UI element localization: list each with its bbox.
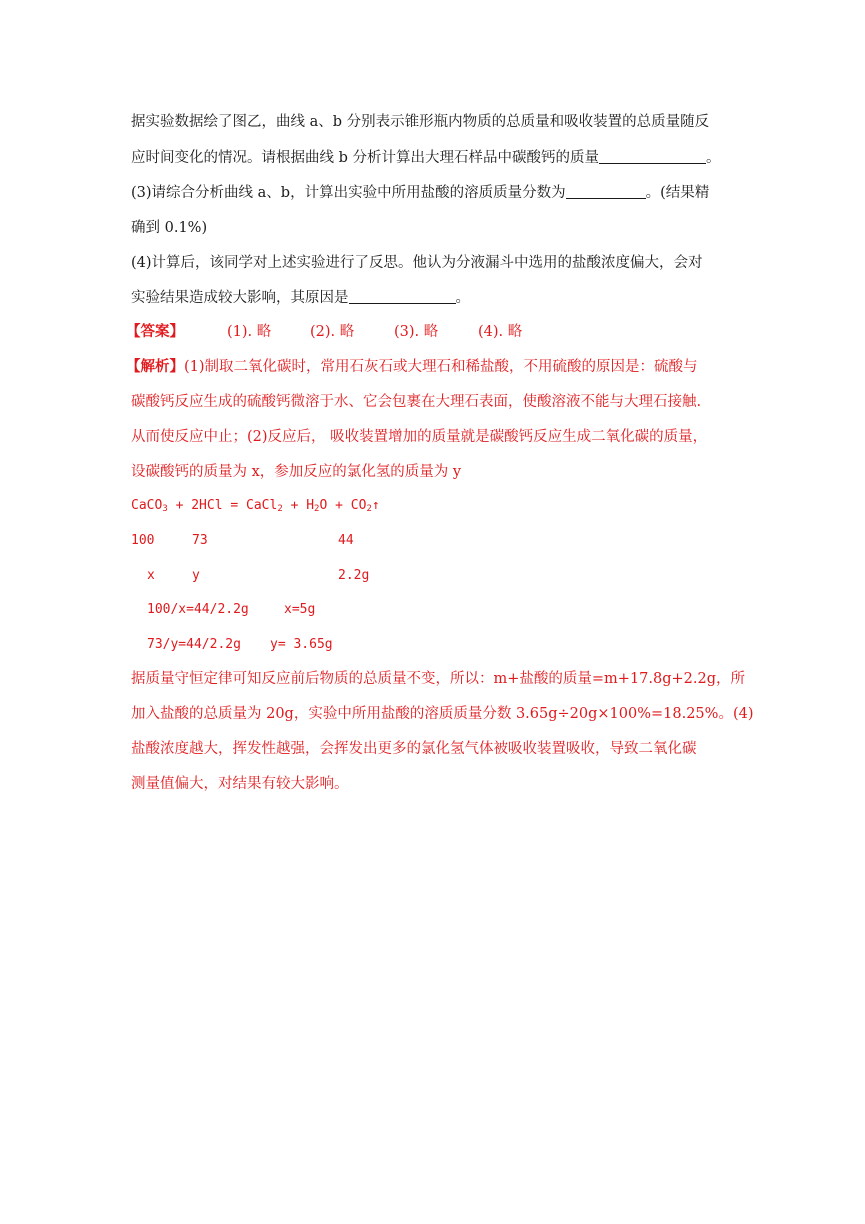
calc-y-result: y= 3.65g: [270, 637, 333, 652]
question-line-2-end: 。: [706, 150, 721, 166]
equation-sub-2b: 2: [314, 504, 320, 514]
answer-item-2: (2). 略: [310, 324, 355, 340]
answer-row: [126, 322, 184, 342]
question-line-4: 确到 0.1%): [131, 220, 208, 236]
equation-part-caco: CaCO: [131, 498, 163, 513]
equation-sub-3: 3: [162, 504, 168, 514]
analysis-line-1-text: (1)制取二氧化碳时，常用石灰石或大理石和稀盐酸，不用硫酸的原因是：硫酸与: [184, 359, 698, 375]
question-line-5: (4)计算后，该同学对上述实验进行了反思。他认为分液漏斗中选用的盐酸浓度偏大，会对: [131, 255, 703, 271]
equation-part-hcl: + 2HCl = CaCl: [175, 498, 278, 513]
question-line-6-text: 实验结果造成较大影响，其原因是: [131, 290, 349, 306]
answer-item-1: (1). 略: [227, 324, 272, 340]
conclusion-line-3: 盐酸浓度越大，挥发性越强，会挥发出更多的氯化氢气体被吸收装置吸收，导致二氧化碳: [131, 741, 697, 757]
conclusion-line-2: 加入盐酸的总质量为 20g，实验中所用盐酸的溶质质量分数 3.65g÷20g×100%=18.25%。(4): [131, 706, 754, 722]
question-line-3-text: (3)请综合分析曲线 a、b，计算出实验中所用盐酸的溶质质量分数为: [131, 185, 566, 201]
question-line-6-end: 。: [455, 290, 470, 306]
question-line-3-end: 。(结果精: [645, 185, 710, 201]
analysis-line-1: [126, 357, 698, 377]
calc-x-result: x=5g: [284, 602, 316, 617]
chemical-equation: [131, 496, 380, 519]
conclusion-line-1: 据质量守恒定律可知反应前后物质的总质量不变，所以：m+盐酸的质量=m+17.8g+2.2g，所: [131, 671, 746, 687]
row1-co2: 44: [338, 533, 354, 548]
equation-sub-2a: 2: [277, 504, 283, 514]
answer-blank-3[interactable]: [349, 289, 456, 304]
analysis-line-4: 设碳酸钙的质量为 x，参加反应的氯化氢的质量为 y: [131, 464, 462, 480]
answer-item-3: (3). 略: [394, 324, 439, 340]
question-line-2: [131, 148, 721, 168]
calc-x-equation: 100/x=44/2.2g: [147, 602, 249, 617]
analysis-line-2: 碳酸钙反应生成的硫酸钙微溶于水、它会包裹在大理石表面，使酸溶液不能与大理石接触.: [131, 394, 702, 410]
answer-item-4: (4). 略: [478, 324, 523, 340]
analysis-line-3: 从而使反应中止；(2)反应后， 吸收装置增加的质量就是碳酸钙反应生成二氧化碳的质量，: [131, 429, 708, 445]
question-line-2-text: 应时间变化的情况。请根据曲线 b 分析计算出大理石样品中碳酸钙的质量: [131, 150, 599, 166]
question-line-3: [131, 183, 709, 203]
row1-caco3: 100: [131, 533, 155, 548]
up-arrow-icon: ↑: [371, 498, 380, 513]
question-line-1: 据实验数据绘了图乙，曲线 a、b 分别表示锥形瓶内物质的总质量和吸收装置的总质量随反: [131, 114, 710, 130]
equation-sub-2c: 2: [366, 504, 372, 514]
analysis-label: 【解析】: [126, 358, 184, 375]
answer-label: 【答案】: [126, 323, 184, 340]
row2-y: y: [192, 568, 200, 583]
conclusion-line-4: 测量值偏大，对结果有较大影响。: [131, 776, 349, 792]
equation-part-h: + H: [290, 498, 315, 513]
calc-y-equation: 73/y=44/2.2g: [147, 637, 241, 652]
answer-blank-1[interactable]: [599, 149, 706, 164]
question-line-6: [131, 288, 470, 308]
row2-co2-mass: 2.2g: [338, 568, 370, 583]
answer-blank-2[interactable]: [566, 184, 646, 199]
equation-part-co: O + CO: [319, 498, 367, 513]
row2-x: x: [147, 568, 155, 583]
row1-hcl: 73: [192, 533, 208, 548]
